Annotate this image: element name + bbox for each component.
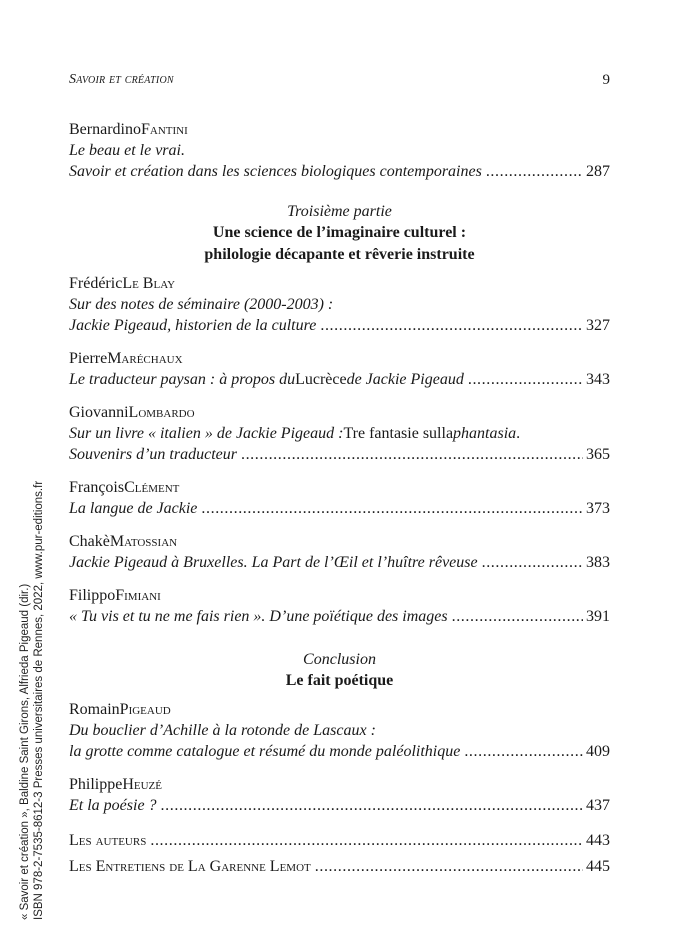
table-of-contents: [69, 119, 610, 882]
part-heading-troisieme: [69, 201, 610, 266]
entry-page-number: 391: [586, 608, 610, 625]
author-name: Frédéric Le Blay: [69, 275, 176, 292]
author-name: François Clément: [69, 479, 180, 496]
spine-credit-line2: ISBN 978-2-7535-8612-3 Presses universitaires de Rennes, 2022, www.pur-editions.fr: [33, 480, 45, 920]
entry-title: Les auteurs: [69, 832, 147, 849]
entry-title-last-line: Savoir et création dans les sciences biologiques contemporaines ..... 287: [69, 161, 610, 182]
leader-dots: [150, 830, 583, 851]
leader-dots: [464, 741, 583, 762]
leader-dots: [468, 369, 583, 390]
author-name: Pierre Maréchaux: [69, 350, 183, 367]
part-title: Une science de l’imaginaire culturel :: [212, 224, 467, 241]
entry-page-number: 437: [586, 797, 610, 814]
author-name: Giovanni Lombardo: [69, 404, 195, 421]
entry-page-number: 409: [586, 743, 610, 760]
part-heading-conclusion: [69, 649, 610, 692]
entry-title-last-line: Le traducteur paysan : à propos du Lucrèce de Jackie Pigeaud ..... 343: [69, 369, 610, 390]
part-label: Conclusion: [303, 651, 376, 668]
running-title: Savoir et création: [69, 72, 174, 87]
part-title: philologie décapante et rêverie instruite: [204, 246, 475, 263]
toc-entry-pigeaud: [69, 699, 610, 762]
leader-dots: [482, 552, 583, 573]
entry-title-last-line: La langue de Jackie ..... 373: [69, 498, 610, 519]
author-name: Chakè Matossian: [69, 533, 178, 550]
leader-dots: [161, 795, 583, 816]
toc-entry-clement: [69, 477, 610, 519]
entry-title-last-line: « Tu vis et tu ne me fais rien ». D’une poïétique des images ..... 391: [69, 606, 610, 627]
entry-page-number: 365: [586, 446, 610, 463]
entry-title: Le beau et le vrai.: [69, 142, 185, 159]
toc-entry-auteurs: [69, 830, 610, 851]
toc-entry-matossian: [69, 531, 610, 573]
toc-entry-lombardo: [69, 402, 610, 465]
entry-page-number: 373: [586, 500, 610, 517]
entry-page-number: 287: [586, 163, 610, 180]
author-name: Filippo Fimiani: [69, 587, 161, 604]
leader-dots: [315, 856, 583, 877]
toc-entry-marechaux: [69, 348, 610, 390]
leader-dots: [452, 606, 583, 627]
entry-title: Sur un livre « italien » de Jackie Pigeaud : Tre fantasie sulla phantasia .: [69, 425, 521, 442]
entry-title-last-line: Souvenirs d’un traducteur ..... 365: [69, 444, 610, 465]
leader-dots: [320, 315, 583, 336]
author-name: Romain Pigeaud: [69, 701, 171, 718]
author-name: Philippe Heuzé: [69, 776, 162, 793]
entry-page-number: 445: [586, 858, 610, 875]
toc-entry-heuze: [69, 774, 610, 816]
entry-title: Les Entretiens de La Garenne Lemot: [69, 858, 311, 875]
entry-page-number: 343: [586, 371, 610, 388]
entry-page-number: 443: [586, 832, 610, 849]
entry-page-number: 383: [586, 554, 610, 571]
entry-title: Du bouclier d’Achille à la rotonde de Lascaux :: [69, 722, 376, 739]
toc-entry-le-blay: [69, 273, 610, 336]
author-name: Bernardino Fantini: [69, 121, 188, 138]
entry-page-number: 327: [586, 317, 610, 334]
toc-entry-fimiani: [69, 585, 610, 627]
leader-dots: [486, 161, 583, 182]
entry-title-last-line: Et la poésie ? ..... 437: [69, 795, 610, 816]
spine-credit: [18, 420, 46, 920]
entry-title-last-line: Jackie Pigeaud à Bruxelles. La Part de l’Œil et l’huître rêveuse ..... 383: [69, 552, 610, 573]
toc-entry-entretiens: [69, 856, 610, 877]
spine-credit-line1: « Savoir et création », Baldine Saint Girons, Alfrieda Pigeaud (dir.): [19, 583, 31, 920]
page-number: 9: [602, 72, 610, 88]
page-header: [69, 72, 610, 92]
entry-title-last-line: Jackie Pigeaud, historien de la culture ..... 327: [69, 315, 610, 336]
toc-entry-fantini: [69, 119, 610, 182]
entry-title: Sur des notes de séminaire (2000-2003) :: [69, 296, 334, 313]
part-label: Troisième partie: [287, 203, 392, 220]
part-title: Le fait poétique: [285, 672, 394, 689]
leader-dots: [201, 498, 583, 519]
leader-dots: [241, 444, 583, 465]
entry-title-last-line: la grotte comme catalogue et résumé du monde paléolithique ..... 409: [69, 741, 610, 762]
